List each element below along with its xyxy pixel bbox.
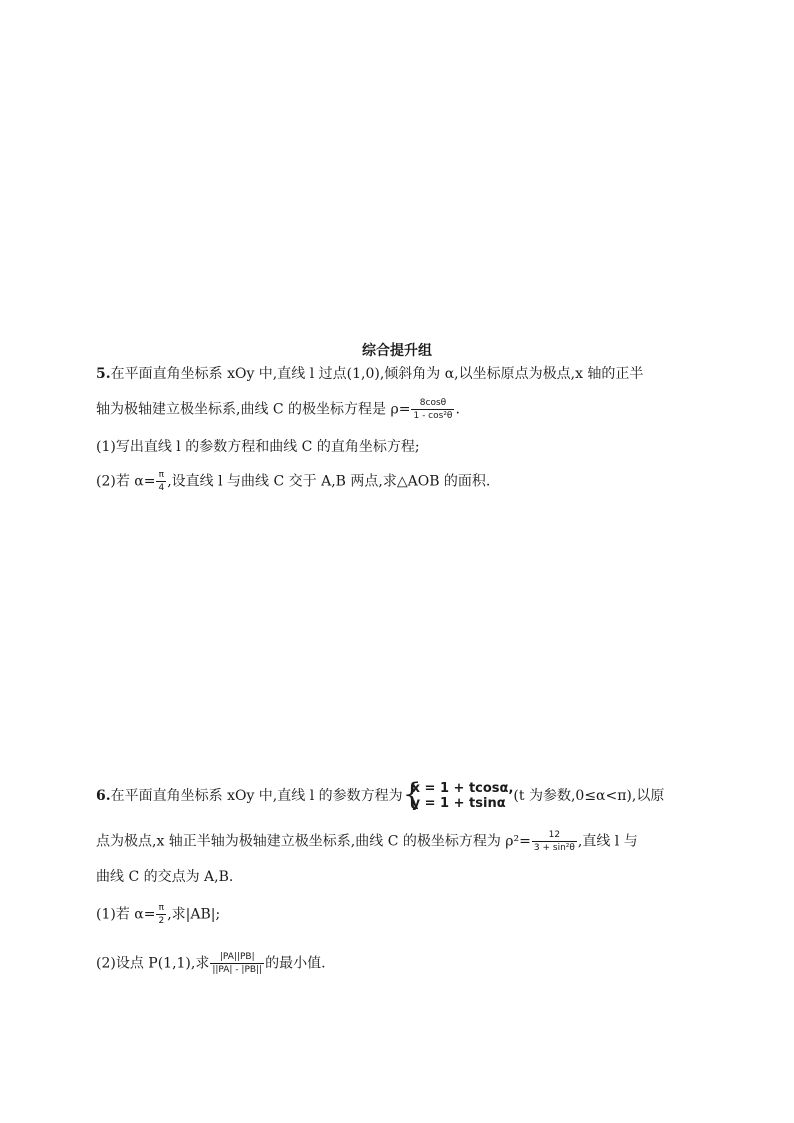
- q6-ratio-numerator: |PA||PB|: [210, 952, 264, 964]
- q6-fraction-numerator: 12: [532, 830, 577, 842]
- q6-fraction-ratio: [210, 952, 264, 975]
- q5-part2-prefix: (2)若 α=: [96, 473, 156, 490]
- q5-text-line1: 在平面直角坐标系 xOy 中,直线 l 过点(1,0),倾斜角为 α,以坐标原点为极点,x 轴的正半: [110, 366, 644, 382]
- q5-fraction-alpha: [156, 470, 166, 493]
- q5-line-2: [96, 398, 460, 421]
- q6-text-line1: 在平面直角坐标系 xOy 中,直线 l 的参数方程为: [110, 788, 403, 804]
- section-heading: 综合提升组: [362, 343, 432, 359]
- q6-fraction-denominator: 3 + sin²θ: [533, 843, 575, 853]
- q6-system-row-2: y = 1 + tsinα: [411, 796, 506, 811]
- q5-fraction-denominator: 1 - cos²θ: [413, 411, 453, 421]
- q5-line-1: [96, 365, 643, 383]
- q6-number: 6.: [96, 788, 111, 804]
- q6-text-line3: 曲线 C 的交点为 A,B.: [96, 869, 234, 885]
- q5-line2-end: .: [455, 401, 460, 418]
- q5-part-1: [96, 438, 420, 456]
- q5-fraction-rho: [411, 398, 454, 421]
- q6-alpha-numerator: π: [156, 903, 166, 915]
- q5-part2-suffix: ,设直线 l 与曲线 C 交于 A,B 两点,求△AOB 的面积.: [167, 473, 491, 490]
- q6-system-row-1: x = 1 + tcosα,: [411, 781, 514, 796]
- q5-fraction-numerator: 8cosθ: [411, 398, 454, 410]
- q6-line2-suffix: ,直线 l 与: [577, 833, 638, 850]
- q6-line-1: [96, 777, 665, 812]
- q5-part-2: [96, 470, 490, 493]
- q6-line-3: [96, 868, 233, 886]
- q5-alpha-numerator: π: [156, 470, 166, 482]
- q5-alpha-denominator: 4: [158, 483, 165, 493]
- q6-part1-prefix: (1)若 α=: [96, 906, 156, 923]
- q5-number: 5.: [96, 366, 111, 382]
- q6-fraction-rho: [532, 830, 577, 853]
- q6-equation-system: [402, 777, 514, 812]
- q6-alpha-denominator: 2: [158, 916, 165, 926]
- q6-part2-prefix: (2)设点 P(1,1),求: [96, 955, 210, 972]
- q5-part1-text: (1)写出直线 l 的参数方程和曲线 C 的直角坐标方程;: [96, 439, 420, 455]
- q6-part-1: [96, 903, 220, 926]
- left-brace-icon: {: [402, 777, 422, 812]
- q6-part2-suffix: 的最小值.: [265, 955, 326, 972]
- q6-part-2: [96, 952, 326, 975]
- q5-text-line2: 轴为极轴建立极坐标系,曲线 C 的极坐标方程是 ρ=: [96, 401, 411, 418]
- q6-part1-suffix: ,求|AB|;: [167, 906, 221, 923]
- q6-ratio-denominator: ||PA| - |PB||: [212, 965, 263, 975]
- q6-text-line2: 点为极点,x 轴正半轴为极轴建立极坐标系,曲线 C 的极坐标方程为 ρ²=: [96, 833, 531, 850]
- q6-fraction-alpha: [156, 903, 166, 926]
- q6-line-2: [96, 830, 638, 853]
- q6-line1-suffix: (t 为参数,0≤α<π),以原: [513, 788, 665, 804]
